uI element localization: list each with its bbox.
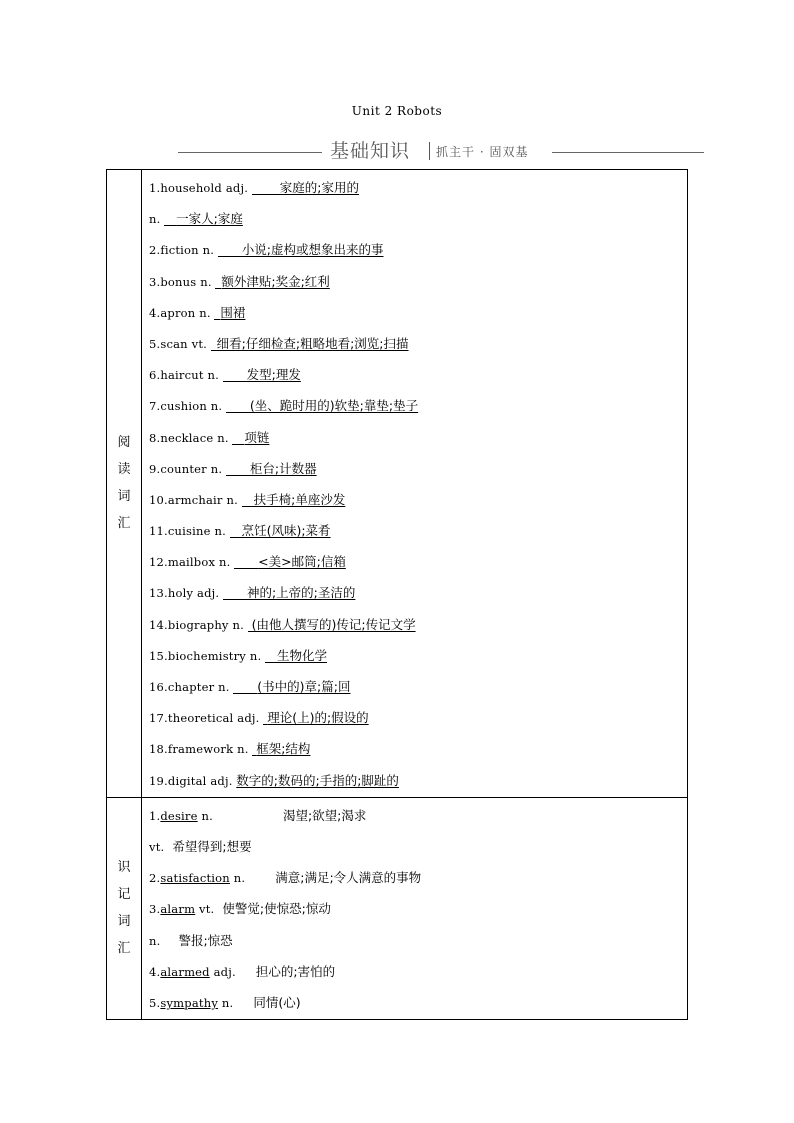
list-item [149, 893, 687, 924]
entry-meaning: 神的;上帝的;圣洁的 [246, 585, 356, 601]
recognition-vocab-label [107, 797, 142, 1019]
entry-meaning: 一家人;家庭 [176, 211, 243, 227]
entry-gap [261, 649, 265, 663]
entry-gap [207, 337, 211, 351]
list-item [149, 831, 687, 862]
reading-vocab-label [107, 170, 142, 798]
entry-pos: n. [201, 808, 213, 823]
label-char: 词 [117, 914, 131, 930]
list-item [149, 234, 687, 265]
answer-blank-line [265, 662, 277, 663]
list-item [149, 800, 687, 831]
entry-meaning: (坐、跪时用的)软垫;靠垫;垫子 [249, 398, 419, 414]
reading-vocab-list [142, 170, 688, 798]
entry-meaning: 框架;结构 [256, 741, 311, 757]
entry-gap [160, 212, 164, 226]
entry-meaning: 满意;满足;令人满意的事物 [275, 870, 422, 886]
entry-word: desire [160, 808, 198, 823]
answer-blank-line [226, 475, 250, 476]
list-item [149, 733, 687, 764]
entry-headword: 17.theoretical adj. [149, 711, 260, 726]
list-item [149, 484, 687, 515]
entry-meaning: 同情(心) [253, 994, 301, 1010]
answer-blank-line [230, 537, 242, 538]
entry-headword: 7.cushion n. [149, 399, 223, 414]
entry-headword: 5.scan vt. [149, 336, 208, 351]
answer-blank-line [223, 599, 247, 600]
entry-gap [219, 586, 223, 600]
list-item [149, 172, 687, 203]
entry-headword: 8.necklace n. [149, 430, 229, 445]
list-item [149, 390, 687, 421]
entry-headword: 11.cuisine n. [149, 524, 226, 539]
entry-meaning: (由他人撰写的)传记;传记文学 [251, 616, 416, 632]
entry-meaning: 扶手椅;单座沙发 [253, 491, 346, 507]
section-heading [178, 135, 704, 167]
entry-headword [149, 934, 160, 948]
heading-divider [429, 142, 430, 160]
entry-gap [211, 306, 215, 320]
entry-number: 1. [149, 808, 161, 823]
entry-gap [214, 243, 218, 257]
answer-blank-line [232, 444, 244, 445]
entry-meaning: 生物化学 [276, 647, 327, 663]
entry-meaning: 家庭的;家用的 [279, 180, 359, 195]
entry-pos: vt. [149, 839, 165, 854]
list-item [149, 203, 687, 234]
entry-word: satisfaction [160, 871, 230, 886]
entry-pos: n. [233, 871, 246, 886]
entry-gap [222, 462, 226, 476]
list-item [149, 546, 687, 577]
entry-gap [219, 368, 223, 382]
answer-blank-line [226, 412, 250, 413]
answer-blank-line [242, 506, 254, 507]
entry-meaning: 渴望;欲望;渴求 [282, 807, 367, 823]
entry-headword: 12.mailbox n. [149, 555, 231, 570]
vocab-table [106, 169, 688, 1020]
entry-meaning: 细看;仔细检查;粗略地看;浏览;扫描 [216, 335, 409, 351]
entry-headword [149, 840, 164, 854]
entry-pos: vt. [199, 902, 215, 917]
answer-blank-line [223, 381, 247, 382]
entry-headword [149, 996, 233, 1010]
entry-headword: 10.armchair n. [149, 492, 238, 507]
reading-vocab-section [107, 170, 688, 798]
entry-number: 4. [149, 964, 161, 979]
list-item [149, 640, 687, 671]
entry-headword: 15.biochemistry n. [149, 648, 262, 663]
entry-headword: 9.counter n. [149, 461, 223, 476]
entry-number: 3. [149, 902, 161, 917]
entry-meaning: 围裙 [220, 304, 246, 320]
answer-blank-line [164, 225, 176, 226]
entry-meaning: 项链 [244, 429, 270, 445]
entry-word: alarmed [160, 964, 210, 979]
label-char: 汇 [117, 516, 131, 532]
answer-blank-line [252, 194, 280, 195]
entry-number: 2. [149, 871, 161, 886]
label-char: 记 [117, 887, 131, 903]
answer-blank-line [233, 693, 257, 694]
list-item [149, 862, 687, 893]
entry-gap [222, 399, 226, 413]
label-char: 阅 [117, 435, 131, 451]
label-char: 词 [117, 489, 131, 505]
entry-meaning: 理论(上)的;假设的 [267, 710, 369, 726]
entry-headword: 2.fiction n. [149, 243, 215, 258]
list-item [149, 515, 687, 546]
list-item [149, 765, 687, 796]
entry-headword: 16.chapter n. [149, 680, 230, 694]
label-char: 汇 [117, 941, 131, 957]
entry-meaning: 柜台;计数器 [249, 460, 317, 476]
heading-rule-left [178, 152, 322, 153]
label-char: 读 [117, 462, 131, 478]
entry-meaning: 发型;理发 [246, 367, 301, 383]
entry-gap [244, 618, 248, 632]
recognition-vocab-section [107, 797, 688, 1019]
entry-meaning: <美>邮筒;信箱 [258, 554, 346, 570]
section-heading-title: 基础知识 [330, 140, 411, 162]
list-item [149, 577, 687, 608]
entry-headword: 1.household adj. [149, 181, 249, 195]
entry-headword: 3.bonus n. [149, 274, 212, 289]
entry-headword: 14.biography n. [149, 617, 244, 632]
entry-headword: 18.framework n. [149, 742, 249, 757]
list-item [149, 925, 687, 956]
entry-gap [249, 742, 253, 756]
entry-gap [248, 181, 252, 195]
recognition-vocab-list [142, 797, 688, 1019]
list-item [149, 422, 687, 453]
entry-headword: 13.holy adj. [149, 586, 220, 601]
entry-gap [226, 524, 230, 538]
entry-headword: 19.digital adj. [149, 773, 233, 788]
answer-blank-line [234, 568, 258, 569]
entry-headword: 4.apron n. [149, 305, 211, 320]
entry-headword [149, 871, 245, 885]
entry-meaning: 警报;惊恐 [178, 932, 233, 948]
entry-pos: adj. [213, 964, 236, 979]
list-item [149, 702, 687, 733]
entry-gap [229, 431, 233, 445]
entry-meaning: 数字的;数码的;手指的;脚趾的 [236, 772, 399, 788]
entry-gap [238, 493, 242, 507]
entry-pos: n. [149, 933, 161, 948]
list-item [149, 266, 687, 297]
entry-word: alarm [160, 902, 196, 917]
list-item [149, 328, 687, 359]
entry-gap [230, 680, 234, 694]
answer-blank-line [218, 256, 242, 257]
entry-gap [212, 275, 216, 289]
entry-gap [260, 711, 264, 725]
entry-meaning: 额外津贴;奖金;红利 [221, 273, 330, 289]
section-heading-subtitle: 抓主干 · 固双基 [436, 145, 529, 159]
entry-number: 5. [149, 995, 161, 1010]
entry-meaning: (书中的)章;篇;回 [257, 679, 351, 694]
unit-title: Unit 2 Robots [351, 104, 443, 118]
heading-rule-right [552, 152, 704, 153]
entry-headword [149, 809, 213, 823]
label-char: 识 [117, 860, 131, 876]
entry-meaning: 担心的;害怕的 [255, 963, 336, 979]
entry-pos: n. [221, 995, 234, 1010]
entry-headword: n. [149, 212, 161, 227]
list-item [149, 359, 687, 390]
entry-meaning: 使警觉;使惊恐;惊动 [222, 901, 331, 917]
entry-headword: 6.haircut n. [149, 368, 219, 383]
entry-meaning: 小说;虚构或想象出来的事 [241, 242, 384, 258]
list-item [149, 956, 687, 987]
list-item [149, 609, 687, 640]
entry-headword [149, 902, 214, 916]
list-item [149, 453, 687, 484]
list-item [149, 671, 687, 702]
list-item [149, 297, 687, 328]
entry-gap [231, 555, 235, 569]
entry-meaning: 希望得到;想要 [172, 838, 252, 854]
list-item [149, 987, 687, 1018]
entry-word: sympathy [160, 995, 219, 1010]
entry-meaning: 烹饪(风味);菜肴 [241, 523, 331, 539]
entry-headword [149, 965, 236, 979]
